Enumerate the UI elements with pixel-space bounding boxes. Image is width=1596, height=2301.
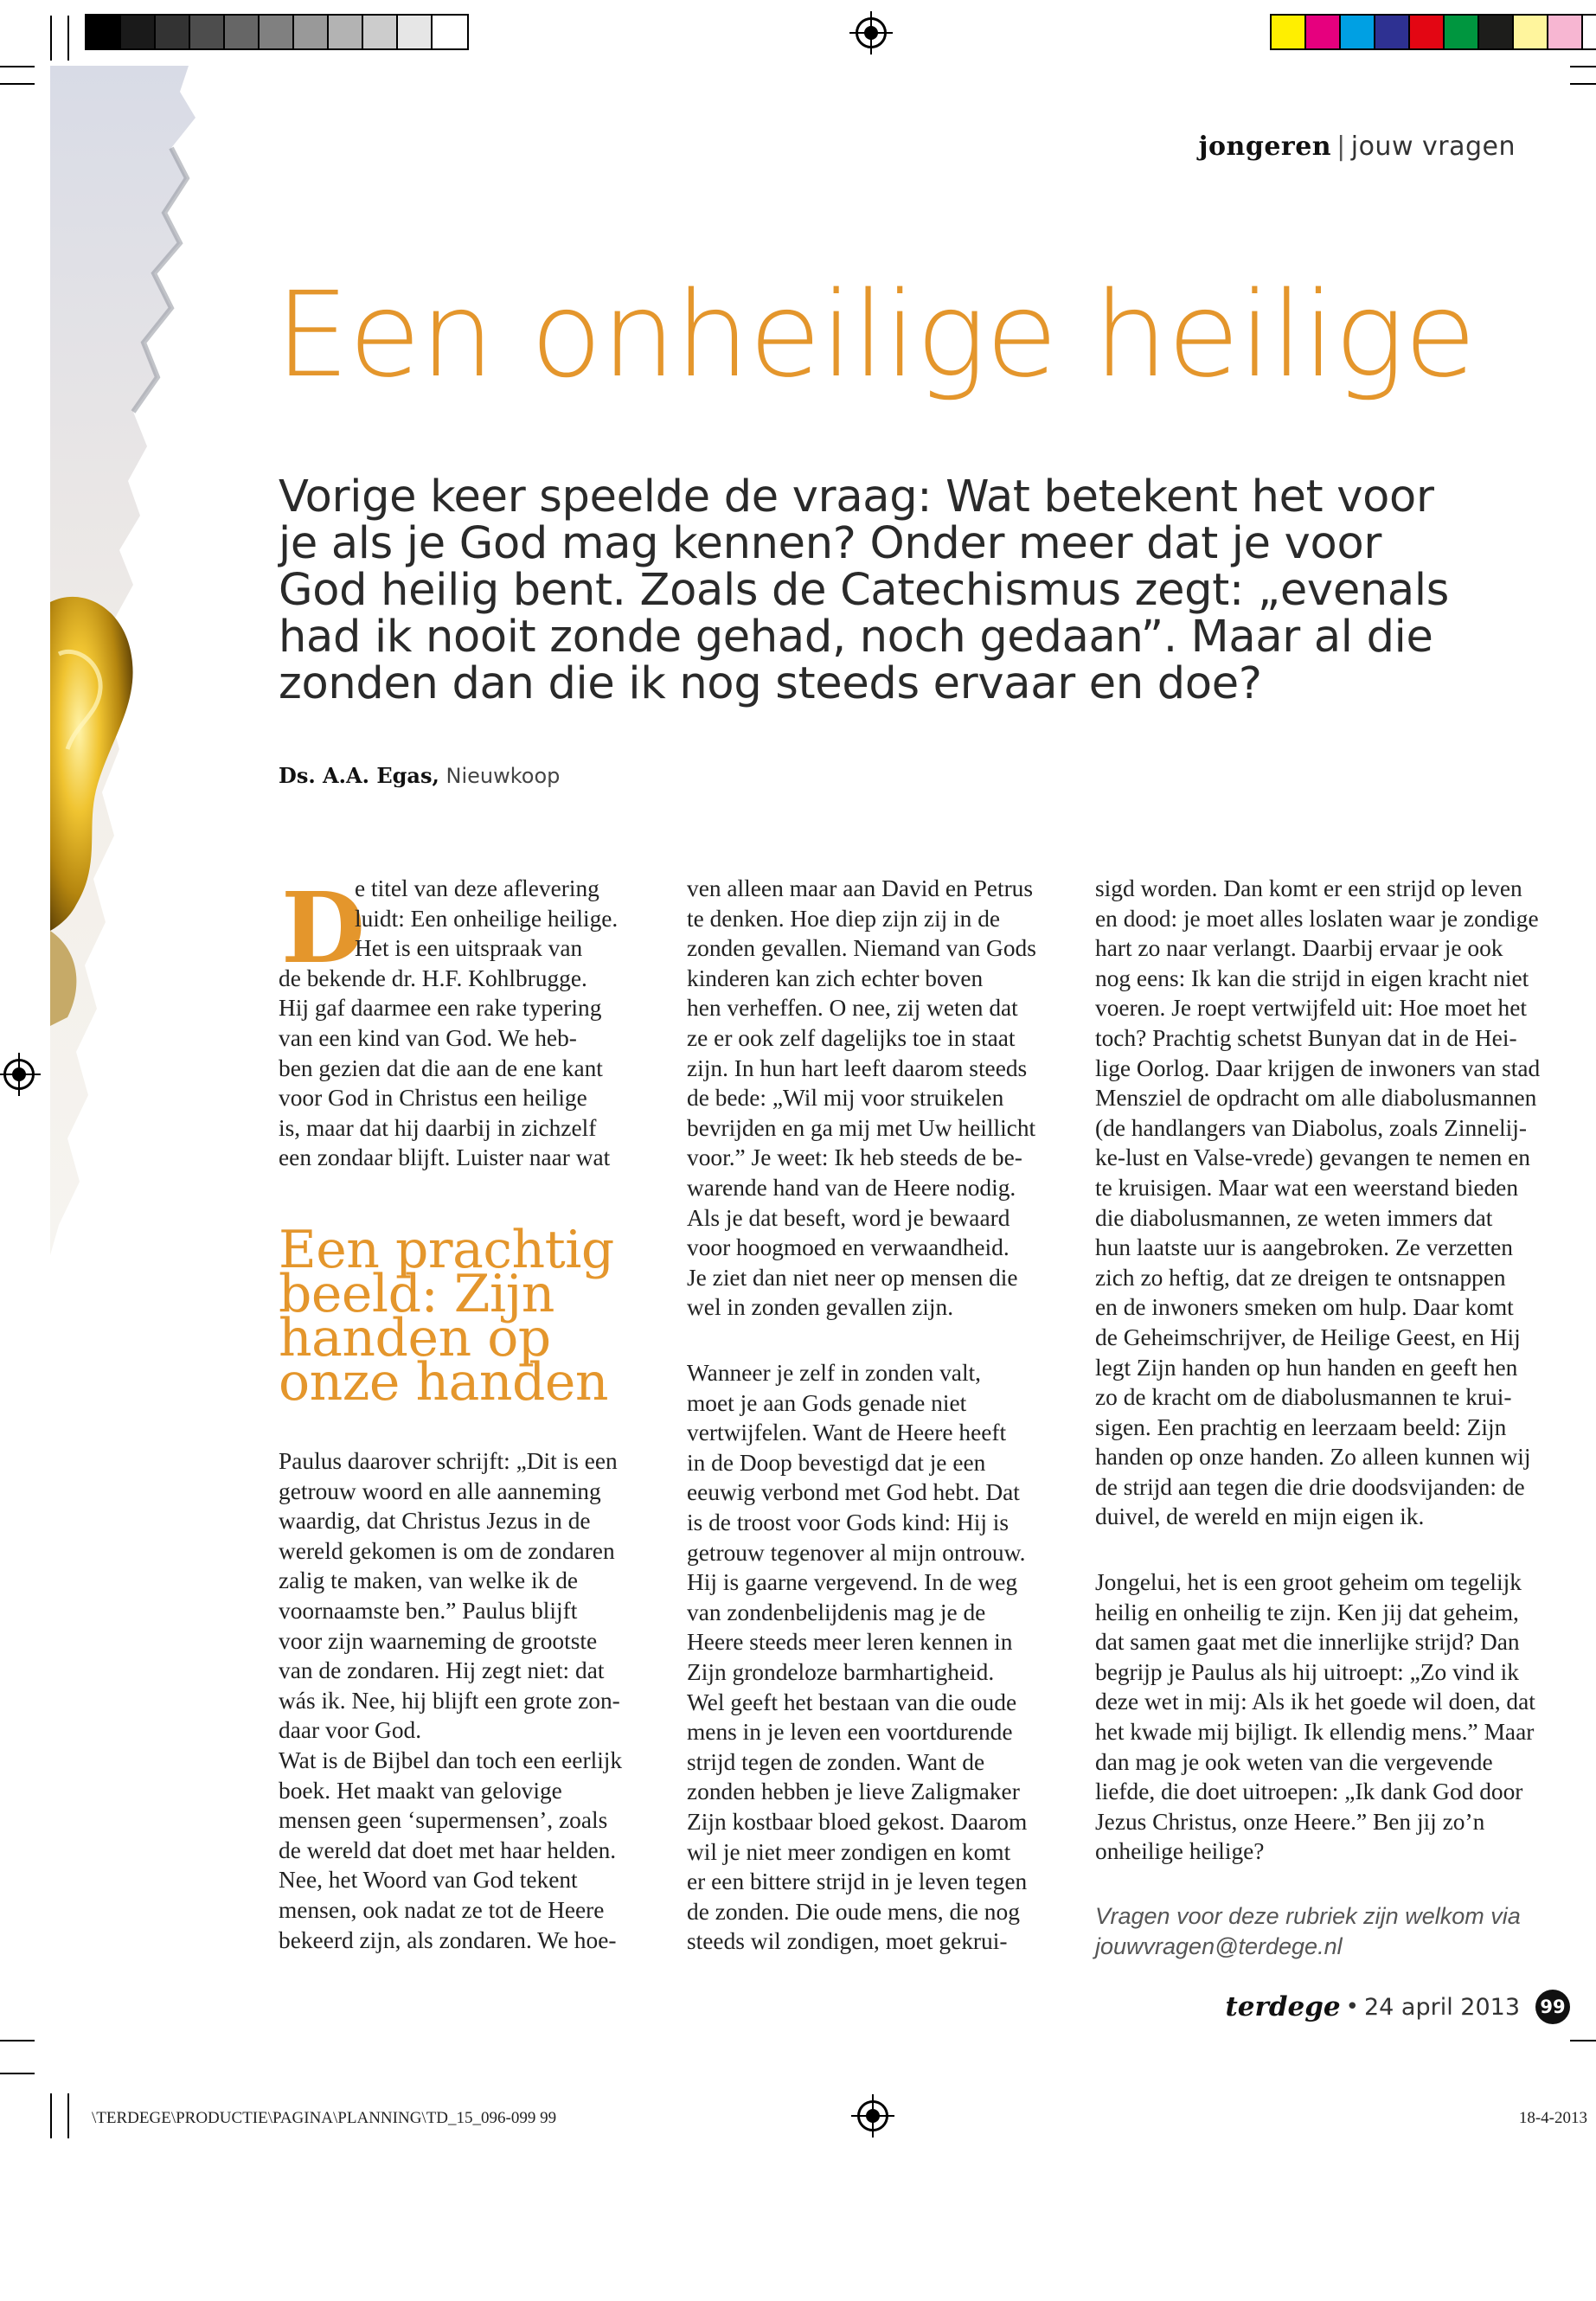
text-line: Mensziel de opdracht om alle diabolusmannen [1095,1085,1537,1112]
text-line: van een kind van God. We heb- [279,1024,577,1051]
column-2-part-2 [687,1358,1067,1957]
text-line: eeuwig verbond met God hebt. Dat [687,1479,1020,1506]
text-line: Wanneer je zelf in zonden valt, [687,1360,982,1386]
calibration-swatch [1445,16,1479,48]
text-line: de wereld dat doet met haar helden. [279,1836,617,1863]
column-2-part-1 [687,874,1067,1323]
text-line: bevrijden en ga mij met Uw heillicht [687,1114,1036,1141]
calibration-swatch [1479,16,1514,48]
text-line: getrouw tegenover al mijn ontrouw. [687,1539,1026,1566]
print-slug-path: \TERDEGE\PRODUCTIE\PAGINA\PLANNING\TD_15_096-099 99 [92,2109,557,2127]
column-3-part-2 [1095,1567,1580,1867]
text-line: de bekende dr. H.F. Kohlbrugge. [279,965,587,991]
calibration-swatch [1375,16,1410,48]
text-line: toch? Prachtig schetst Bunyan dat in de Hei- [1095,1024,1517,1051]
intro-line: je als je God mag kennen? Onder meer dat je voor [279,518,1382,569]
text-line: luidt: Een onheilige heilige. [355,905,619,932]
text-line: sigen. Een prachtig en leerzaam beeld: Zijn [1095,1413,1507,1440]
text-line: Hij is gaarne vergevend. In de weg [687,1569,1018,1596]
calibration-swatch [1514,16,1548,48]
issue-date: 24 april 2013 [1363,1993,1520,2021]
magazine-brand: terdege [1225,1991,1341,2022]
subhead-line: onze handen [279,1352,609,1413]
text-line: bekeerd zijn, als zondaren. We hoe- [279,1926,617,1953]
print-slug-date: 18-4-2013 [1518,2109,1587,2127]
text-line: begrijp je Paulus als hij uitroept: „Zo vind ik [1095,1658,1519,1685]
calibration-swatch [1272,16,1306,48]
text-line: dan mag je ook weten van die vergevende [1095,1748,1493,1775]
text-line: warende hand van de Heere nodig. [687,1174,1016,1201]
footer-bullet: • [1345,1994,1359,2020]
text-line: zo de kracht om de diabolusmannen te krui- [1095,1384,1512,1411]
column-3-part-1 [1095,874,1580,1532]
column-1-part-2 [279,1446,659,1955]
calibration-swatch [363,16,398,48]
calibration-swatch [190,16,225,48]
registration-mark-icon [856,17,887,48]
text-line: duivel, de wereld en mijn eigen ik. [1095,1503,1425,1530]
text-line: zalig te maken, van welke ik de [279,1567,579,1594]
text-line: Nee, het Woord van God tekent [279,1867,578,1894]
text-line: voor zijn waarneming de grootste [279,1627,598,1654]
subheading [279,1220,659,1413]
page-number: 99 [1535,1990,1570,2024]
calibration-swatch [294,16,329,48]
calibration-swatch [1341,16,1375,48]
text-line: voeren. Je roept vertwijfeld uit: Hoe moet het [1095,995,1527,1022]
text-line: mens in je leven een voortdurende [687,1719,1013,1746]
text-line: onheilige heilige? [1095,1838,1265,1865]
calibration-swatch [121,16,156,48]
text-line: wereld gekomen is om de zondaren [279,1537,615,1564]
text-line: sigd worden. Dan komt er een strijd op leven [1095,875,1522,901]
text-line: hen verheffen. O nee, zij weten dat [687,995,1018,1022]
text-line: dat samen gaat met die innerlijke strijd? Dan [1095,1629,1520,1656]
subhead-line: beeld: Zijn [279,1264,554,1324]
text-line: boek. Het maakt van gelovige [279,1777,562,1804]
text-line: van zondenbelijdenis mag je de [687,1599,986,1625]
text-line: getrouw woord en alle aanneming [279,1477,601,1504]
calibration-swatch [1410,16,1445,48]
text-line: nog eens: Ik kan die strijd in eigen kracht niet [1095,965,1529,991]
calibration-swatch [1306,16,1341,48]
calibration-swatch [225,16,260,48]
text-line: Je ziet dan niet neer op mensen die [687,1264,1018,1291]
text-line: ben gezien dat die aan de ene kant [279,1054,603,1081]
text-line: waardig, dat Christus Jezus in de [279,1508,591,1535]
text-line: en de inwoners smeken om hulp. Daar komt [1095,1294,1514,1321]
text-line: wil je niet meer zondigen en komt [687,1838,1011,1865]
text-line: voor hoogmoed en verwaandheid. [687,1234,1010,1261]
text-line: hart zo naar verlangt. Daarbij ervaar je ook [1095,935,1503,962]
text-line: Wat is de Bijbel dan toch een eerlijk [279,1747,623,1773]
text-line: ke-lust en Valse-vrede) gevangen te nemen en [1095,1144,1530,1171]
text-line: heilig en onheilig te zijn. Ken jij dat geheim, [1095,1599,1519,1625]
text-line: zijn. In hun hart leeft daarom steeds [687,1054,1028,1081]
calibration-swatch [1583,16,1596,48]
text-line: in de Doop bevestigd dat je een [687,1449,986,1476]
text-line: Heere steeds meer leren kennen in [687,1629,1013,1656]
text-line: te kruisigen. Maar wat een weerstand bieden [1095,1174,1519,1201]
text-line: mensen, ook nadat ze tot de Heere [279,1896,605,1923]
text-line: is de troost voor Gods kind: Hij is [687,1509,1010,1535]
column-1-part-1 [279,874,659,1173]
gray-calibration-bar [85,14,469,50]
text-line: de strijd aan tegen die drie doodsvijanden: de [1095,1473,1525,1500]
text-line: voor.” Je weet: Ik heb steeds de be- [687,1144,1022,1171]
text-line: jouwvragen@terdege.nl [1095,1932,1343,1959]
calibration-swatch [433,16,467,48]
article-title: Een onheilige heilige [275,267,1476,404]
text-line: ze er ook zelf dagelijks toe in staat [687,1024,1016,1051]
text-line: Paulus daarover schrijft: „Dit is een [279,1448,618,1474]
text-line: Als je dat beseft, word je bewaard [687,1204,1010,1231]
text-line: mensen geen ‘supermensen’, zoals [279,1807,608,1834]
section-name: jongeren [1198,131,1332,162]
text-line: steeds wil zondigen, moet gekrui- [687,1928,1008,1955]
text-line: moet je aan Gods genade niet [687,1389,967,1416]
byline [279,763,560,788]
subhead-line: Een prachtig [279,1220,614,1280]
text-line: ven alleen maar aan David en Petrus [687,875,1034,901]
text-line: kinderen kan zich echter boven [687,965,984,991]
text-line: het kwade mij bijligt. Ik ellendig mens.” Maar [1095,1718,1535,1745]
text-line: de Geheimschrijver, de Heilige Geest, en Hij [1095,1324,1521,1350]
text-line: zich zo heftig, dat ze dreigen te ontsnappen [1095,1264,1506,1291]
registration-mark-icon [857,2100,888,2131]
calibration-swatch [156,16,190,48]
text-line: voor God in Christus een heilige [279,1085,587,1112]
text-line: lige Oorlog. Daar krijgen de inwoners van stad [1095,1054,1541,1081]
text-line: zonden gevallen. Niemand van Gods [687,935,1036,962]
text-line: voornaamste ben.” Paulus blijft [279,1597,578,1624]
section-label [1199,131,1516,162]
contact-note [1095,1901,1580,1961]
calibration-swatch [1548,16,1583,48]
text-line: Jongelui, het is een groot geheim om tegelijk [1095,1569,1522,1595]
intro-line: God heilig bent. Zoals de Catechismus zegt: „evenals [279,565,1450,616]
text-line: Jezus Christus, onze Heere.” Ben jij zo’n [1095,1808,1485,1835]
registration-mark-icon [3,1059,35,1090]
calibration-swatch [329,16,363,48]
calibration-swatch [260,16,294,48]
calibration-swatch [398,16,433,48]
text-line: handen op onze handen. Zo alleen kunnen wij [1095,1444,1531,1471]
drop-cap: D [281,872,366,985]
text-line: Zijn kostbaar bloed gekost. Daarom [687,1808,1028,1835]
text-line: die diabolusmannen, ze weten immers dat [1095,1204,1493,1231]
text-line: Wel geeft het bestaan van die oude [687,1689,1017,1715]
subsection-name: jouw vragen [1350,131,1516,162]
subhead-line: handen op [279,1308,551,1368]
text-line: er een bittere strijd in je leven tegen [687,1868,1028,1895]
text-line: en dood: je moet alles loslaten waar je zondige [1095,905,1539,932]
text-line: wás ik. Nee, hij blijft een grote zon- [279,1687,620,1714]
section-separator: | [1336,131,1346,162]
color-calibration-bar [1270,14,1596,50]
author-name: Ds. A.A. Egas, [279,763,439,788]
intro-line: zonden dan die ik nog steeds ervaar en doe? [279,658,1262,709]
text-line: Het is een uitspraak van [355,935,583,962]
text-line: daar voor God. [279,1717,422,1744]
text-line: hun laatste uur is aangebroken. Ze verzetten [1095,1234,1513,1261]
text-line: de bede: „Wil mij voor struikelen [687,1085,1004,1112]
text-line: strijd tegen de zonden. Want de [687,1748,985,1775]
text-line: de zonden. Die oude mens, die nog [687,1898,1020,1925]
text-line: van de zondaren. Hij zegt niet: dat [279,1657,605,1684]
text-line: zonden hebben je lieve Zaligmaker [687,1779,1020,1805]
text-line: legt Zijn handen op hun handen en geeft hen [1095,1354,1518,1381]
author-location: Nieuwkoop [445,764,561,788]
intro-line: had ik nooit zonde gehad, noch gedaan”. Maar al die [279,612,1433,663]
text-line: Hij gaf daarmee een rake typering [279,995,602,1022]
text-line: Zijn grondeloze barmhartigheid. [687,1658,995,1685]
text-line: e titel van deze aflevering [355,875,599,901]
text-line: vertwijfelen. Want de Heere heeft [687,1420,1007,1446]
page-footer [1225,1990,1570,2024]
text-line: een zondaar blijft. Luister naar wat [279,1144,611,1171]
text-line: te denken. Hoe diep zijn zij in de [687,905,1001,932]
text-line: Vragen voor deze rubriek zijn welkom via [1095,1903,1521,1929]
intro-line: Vorige keer speelde de vraag: Wat betekent het voor [279,471,1434,522]
torn-photo-golden-ornament [50,66,266,1255]
text-line: liefde, die doet uitroepen: „Ik dank God door [1095,1779,1523,1805]
text-line: (de handlangers van Diabolus, zoals Zinnelij- [1095,1114,1527,1141]
text-line: wel in zonden gevallen zijn. [687,1294,954,1321]
calibration-swatch [87,16,121,48]
text-line: deze wet in mij: Als ik het goede wil doen, dat [1095,1689,1535,1715]
article-intro [279,471,1507,709]
text-line: is, maar dat hij daarbij in zichzelf [279,1114,597,1141]
